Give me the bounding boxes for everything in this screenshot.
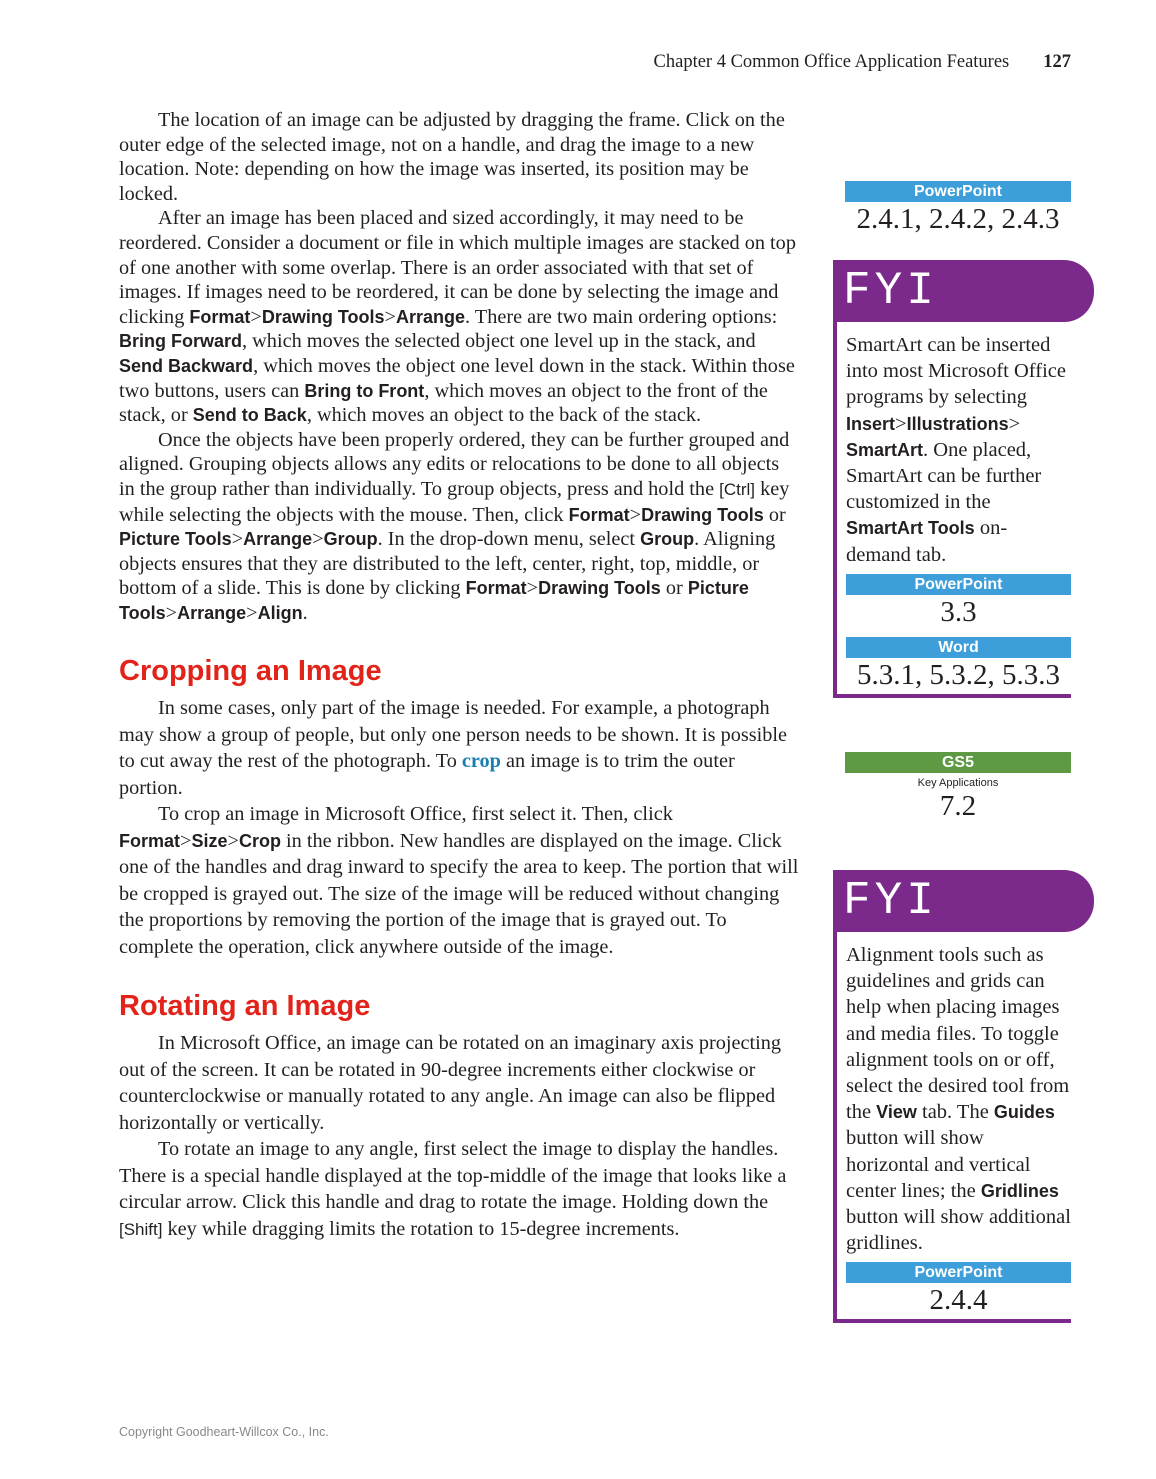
ui-command-term: Picture Tools (119, 578, 749, 623)
standard-label: PowerPoint (845, 181, 1071, 202)
standard-label: GS5 (845, 752, 1071, 773)
chapter-title: Chapter 4 Common Office Application Features (653, 52, 1010, 72)
text-run: . In the drop-down menu, select (377, 528, 641, 551)
text-run: The location of an image can be adjusted by dragging the frame. Click on the outer edge of the selected image, not on a handle, and drag the image to a new location. Note: depending on how the image was inserted, its position may be locked. (119, 109, 785, 205)
page-number: 127 (1043, 52, 1071, 72)
text-run: Alignment tools such as guidelines and grids can help when placing images and media files. To toggle alignment tools on or off, select the desired tool from the (846, 944, 1070, 1124)
ui-command-term: Align (257, 602, 303, 623)
ui-command-term: Illustrations (906, 413, 1009, 434)
section-heading-rotating: Rotating an Image (119, 990, 371, 1023)
ui-command-term: Gridlines (980, 1180, 1059, 1201)
text-run: in the ribbon. New handles are displayed on the image. Click one of the handles and drag inward to specify the area to keep. The portion that will be cropped is grayed out. The size of the image will be reduced without changing the proportions by removing the portion of the image that is grayed out. To complete the operation, click anywhere outside of the image. (119, 829, 799, 958)
text-run: key while selecting the objects with the mouse. Then, click (119, 477, 790, 526)
text-run: > (1008, 412, 1021, 435)
standard-codes: 3.3 (940, 595, 977, 628)
keyboard-key: [Ctrl] (719, 479, 756, 499)
text-run: > (246, 601, 258, 624)
text-run: . There are two main ordering options: (465, 305, 778, 328)
paragraph (119, 108, 799, 206)
ui-command-term: Format (568, 504, 630, 525)
text-run: > (180, 829, 192, 852)
running-header (654, 52, 1071, 73)
fyi-body (837, 932, 1081, 1256)
ui-command-term: Size (191, 830, 228, 851)
text-run: on-demand tab. (846, 517, 1008, 566)
text-run: . Aligning objects ensures that they are distributed to the left, center, right, top, middle, or bottom of a slide. This is done by clicking (119, 528, 776, 600)
ui-command-term: Drawing Tools (538, 578, 661, 599)
fyi-title: FYI (833, 870, 1094, 932)
ui-command-term: Drawing Tools (261, 306, 385, 327)
text-run: > (384, 305, 396, 328)
key-term: crop (461, 750, 501, 773)
standard-label: PowerPoint (846, 1262, 1071, 1283)
ui-command-term: Bring to Front (304, 380, 425, 401)
standard-codes: 2.4.1, 2.4.2, 2.4.3 (856, 203, 1060, 235)
text-run: . One placed, SmartArt can be further customized in the (846, 438, 1042, 514)
text-run: , which moves an object to the front of the stack, or (119, 379, 768, 427)
ui-command-term: Arrange (243, 529, 313, 550)
text-run: , which moves the object one level down in the stack. Within those two buttons, users can (119, 354, 795, 402)
section-heading-cropping: Cropping an Image (119, 655, 382, 688)
text-run: , which moves an object to the back of the stack. (306, 404, 702, 427)
ui-command-term: Arrange (177, 602, 247, 623)
text-run: > (227, 829, 239, 852)
main-column (119, 108, 799, 1243)
text-run: > (231, 528, 244, 551)
cropping-section (119, 695, 799, 960)
ui-command-term: Group (323, 529, 378, 550)
ui-command-term: Format (119, 830, 181, 851)
paragraph (119, 1030, 799, 1136)
text-run: > (526, 577, 539, 600)
text-run: or (763, 503, 786, 526)
standard-codes: 5.3.1, 5.3.2, 5.3.3 (857, 658, 1060, 691)
text-run: > (250, 305, 262, 328)
copyright-footer: Copyright Goodheart-Willcox Co., Inc. (119, 1425, 329, 1439)
fyi-title: FYI (833, 260, 1094, 322)
text-run: Once the objects have been properly ordered, they can be further grouped and aligned. Grouping objects allows any edits or relocations to be done to all objects in the group rather than individually. To group objects, press and hold the (119, 428, 790, 500)
text-run: After an image has been placed and sized accordingly, it may need to be reordered. Consider a document or file in which multiple images are stacked on top of one another with some overlap. There is an order associated with that set of images. If images need to be reordered, it can be done by selecting the image and clicking (119, 207, 796, 328)
text-run: , which moves the selected object one level up in the stack, and (242, 330, 756, 353)
text-run: In Microsoft Office, an image can be rotated on an imaginary axis projecting out of the screen. It can be rotated in 90-degree increments either clockwise or counterclockwise or manually rotated to any angle. An image can also be flipped horizontally or vertically. (119, 1032, 782, 1134)
fyi-box-smartart (833, 260, 1094, 698)
paragraph (119, 801, 799, 960)
text-run: or (660, 577, 688, 600)
ui-command-term: View (876, 1102, 917, 1123)
ui-command-term: Picture Tools (119, 529, 232, 550)
ui-command-term: Send to Back (192, 405, 307, 426)
keyboard-key: [Shift] (119, 1219, 163, 1239)
intro-section (119, 108, 799, 625)
text-run: SmartArt can be inserted into most Microsoft Office programs by selecting (846, 334, 1066, 409)
ui-command-term: Insert (846, 413, 896, 434)
rotating-section (119, 1030, 799, 1243)
text-run: . (302, 601, 308, 624)
text-run: tab. The (916, 1101, 994, 1124)
standard-label: PowerPoint (846, 574, 1071, 595)
fyi-box-alignment (833, 870, 1094, 1323)
text-run: To crop an image in Microsoft Office, first select it. Then, click (158, 803, 673, 826)
ui-command-term: Crop (238, 830, 281, 851)
standard-codes: 7.2 (939, 790, 977, 822)
ui-command-term: Group (640, 529, 695, 550)
paragraph (119, 1136, 799, 1243)
paragraph (119, 206, 799, 427)
paragraph (119, 695, 799, 801)
standard-label: Word (846, 637, 1071, 658)
fyi-body (837, 322, 1081, 568)
ui-command-term: SmartArt (846, 439, 924, 460)
text-run: In some cases, only part of the image is needed. For example, a photograph may show a group of people, but only one person needs to be shown. It is possible to cut away the rest of the photograph. To (119, 697, 788, 773)
standard-powerpoint (845, 181, 1071, 236)
standard-sublabel: Key Applications (917, 777, 999, 789)
text-run: > (895, 412, 907, 435)
ui-command-term: Guides (993, 1102, 1055, 1123)
standard-codes: 2.4.4 (929, 1284, 988, 1317)
text-run: > (165, 601, 178, 624)
paragraph (119, 428, 799, 626)
fyi-bottom-rule (837, 694, 1071, 698)
ui-command-term: Format (465, 578, 527, 599)
standard-gs5 (845, 752, 1071, 823)
ui-command-term: Drawing Tools (641, 504, 764, 525)
ui-command-term: Format (189, 306, 251, 327)
ui-command-term: Send Backward (119, 355, 254, 376)
text-run: key while dragging limits the rotation to 15-degree increments. (162, 1217, 680, 1240)
text-run: > (312, 528, 324, 551)
text-run: an image is to trim the outer portion. (119, 750, 735, 799)
text-run: button will show additional gridlines. (846, 1206, 1071, 1255)
ui-command-term: Arrange (396, 306, 466, 327)
text-run: button will show horizontal and vertical center lines; the (846, 1127, 1031, 1202)
ui-command-term: Bring Forward (119, 331, 243, 352)
text-run: > (629, 503, 642, 526)
ui-command-term: SmartArt Tools (846, 518, 975, 539)
fyi-bottom-rule (837, 1319, 1071, 1323)
text-run: To rotate an image to any angle, first select the image to display the handles. There is a special handle displayed at the top-middle of the image that looks like a circular arrow. Click this handle and drag to rotate the image. Holding down the (119, 1138, 787, 1214)
